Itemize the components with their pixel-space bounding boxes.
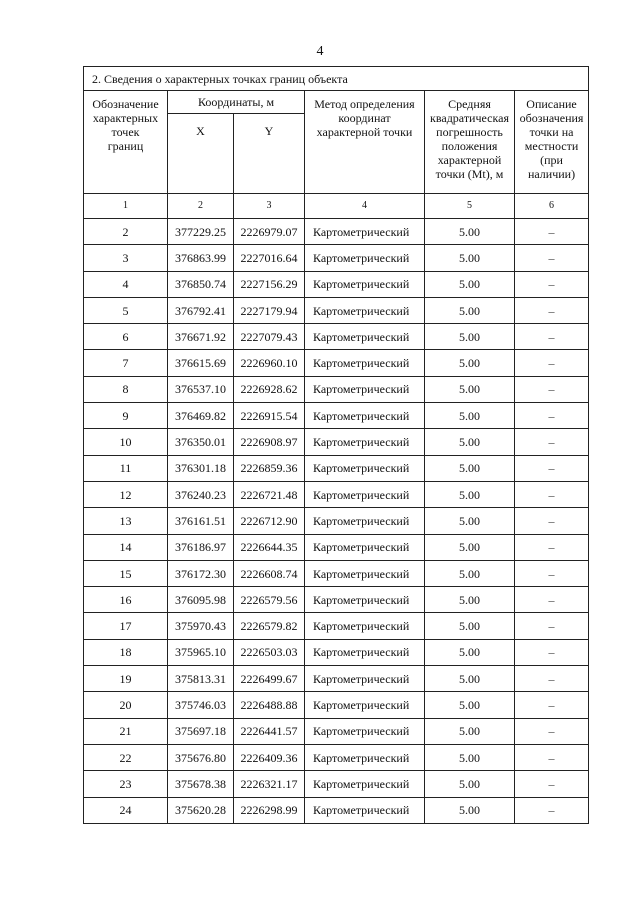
table-row	[84, 350, 589, 376]
x-coordinate-cell: 375697.18	[168, 718, 234, 744]
description-cell: –	[515, 297, 589, 323]
method-cell: Картометрический	[305, 692, 425, 718]
y-coordinate-cell: 2226488.88	[234, 692, 305, 718]
method-cell: Картометрический	[305, 350, 425, 376]
column-number: 2	[168, 194, 234, 219]
accuracy-cell: 5.00	[425, 455, 515, 481]
method-cell: Картометрический	[305, 403, 425, 429]
accuracy-cell: 5.00	[425, 639, 515, 665]
column-number: 4	[305, 194, 425, 219]
header-method: Метод определения координат характерной точки	[305, 91, 425, 194]
accuracy-cell: 5.00	[425, 271, 515, 297]
y-coordinate-cell: 2226608.74	[234, 560, 305, 586]
accuracy-cell: 5.00	[425, 613, 515, 639]
accuracy-cell: 5.00	[425, 771, 515, 797]
x-coordinate-cell: 375813.31	[168, 666, 234, 692]
y-coordinate-cell: 2226859.36	[234, 455, 305, 481]
description-cell: –	[515, 639, 589, 665]
x-coordinate-cell: 376186.97	[168, 534, 234, 560]
y-coordinate-cell: 2226321.17	[234, 771, 305, 797]
table-row	[84, 613, 589, 639]
x-coordinate-cell: 376172.30	[168, 560, 234, 586]
y-coordinate-cell: 2226499.67	[234, 666, 305, 692]
point-number-cell: 3	[84, 245, 168, 271]
y-coordinate-cell: 2226644.35	[234, 534, 305, 560]
x-coordinate-cell: 376469.82	[168, 403, 234, 429]
accuracy-cell: 5.00	[425, 403, 515, 429]
y-coordinate-cell: 2226409.36	[234, 744, 305, 770]
point-number-cell: 10	[84, 429, 168, 455]
table-row	[84, 219, 589, 245]
table-row	[84, 508, 589, 534]
x-coordinate-cell: 376537.10	[168, 376, 234, 402]
point-number-cell: 7	[84, 350, 168, 376]
description-cell: –	[515, 481, 589, 507]
header-designation: Обозначение характерных точек границ	[84, 91, 168, 194]
y-coordinate-cell: 2226441.57	[234, 718, 305, 744]
table-row	[84, 455, 589, 481]
method-cell: Картометрический	[305, 271, 425, 297]
method-cell: Картометрический	[305, 744, 425, 770]
table-row	[84, 692, 589, 718]
description-cell: –	[515, 692, 589, 718]
point-number-cell: 8	[84, 376, 168, 402]
accuracy-cell: 5.00	[425, 534, 515, 560]
method-cell: Картометрический	[305, 376, 425, 402]
description-cell: –	[515, 350, 589, 376]
x-coordinate-cell: 375746.03	[168, 692, 234, 718]
column-number: 6	[515, 194, 589, 219]
description-cell: –	[515, 376, 589, 402]
table-row	[84, 534, 589, 560]
method-cell: Картометрический	[305, 560, 425, 586]
method-cell: Картометрический	[305, 534, 425, 560]
y-coordinate-cell: 2226712.90	[234, 508, 305, 534]
x-coordinate-cell: 375676.80	[168, 744, 234, 770]
table-row	[84, 271, 589, 297]
header-description: Описание обозначения точки на местности (при наличии)	[515, 91, 589, 194]
table-row	[84, 771, 589, 797]
description-cell: –	[515, 666, 589, 692]
x-coordinate-cell: 376671.92	[168, 324, 234, 350]
accuracy-cell: 5.00	[425, 560, 515, 586]
point-number-cell: 19	[84, 666, 168, 692]
description-cell: –	[515, 508, 589, 534]
point-number-cell: 14	[84, 534, 168, 560]
x-coordinate-cell: 376095.98	[168, 587, 234, 613]
column-number: 1	[84, 194, 168, 219]
column-number: 5	[425, 194, 515, 219]
point-number-cell: 16	[84, 587, 168, 613]
method-cell: Картометрический	[305, 455, 425, 481]
accuracy-cell: 5.00	[425, 718, 515, 744]
x-coordinate-cell: 375678.38	[168, 771, 234, 797]
section-title: 2. Сведения о характерных точках границ объекта	[84, 67, 589, 91]
method-cell: Картометрический	[305, 666, 425, 692]
x-coordinate-cell: 376615.69	[168, 350, 234, 376]
point-number-cell: 21	[84, 718, 168, 744]
y-coordinate-cell: 2226915.54	[234, 403, 305, 429]
accuracy-cell: 5.00	[425, 508, 515, 534]
description-cell: –	[515, 718, 589, 744]
table-row	[84, 666, 589, 692]
table-row	[84, 718, 589, 744]
accuracy-cell: 5.00	[425, 219, 515, 245]
y-coordinate-cell: 2227156.29	[234, 271, 305, 297]
description-cell: –	[515, 429, 589, 455]
point-number-cell: 20	[84, 692, 168, 718]
point-number-cell: 6	[84, 324, 168, 350]
method-cell: Картометрический	[305, 771, 425, 797]
method-cell: Картометрический	[305, 639, 425, 665]
y-coordinate-cell: 2226928.62	[234, 376, 305, 402]
accuracy-cell: 5.00	[425, 297, 515, 323]
y-coordinate-cell: 2227016.64	[234, 245, 305, 271]
page-number: 4	[316, 44, 324, 59]
table-row	[84, 376, 589, 402]
accuracy-cell: 5.00	[425, 666, 515, 692]
table-row	[84, 324, 589, 350]
accuracy-cell: 5.00	[425, 744, 515, 770]
point-number-cell: 11	[84, 455, 168, 481]
method-cell: Картометрический	[305, 613, 425, 639]
point-number-cell: 23	[84, 771, 168, 797]
table-body	[84, 219, 589, 824]
x-coordinate-cell: 377229.25	[168, 219, 234, 245]
method-cell: Картометрический	[305, 481, 425, 507]
description-cell: –	[515, 613, 589, 639]
method-cell: Картометрический	[305, 219, 425, 245]
method-cell: Картометрический	[305, 797, 425, 823]
accuracy-cell: 5.00	[425, 376, 515, 402]
point-number-cell: 2	[84, 219, 168, 245]
description-cell: –	[515, 324, 589, 350]
description-cell: –	[515, 271, 589, 297]
point-number-cell: 13	[84, 508, 168, 534]
x-coordinate-cell: 376850.74	[168, 271, 234, 297]
header-x: X	[168, 114, 234, 194]
accuracy-cell: 5.00	[425, 245, 515, 271]
header-coordinates: Координаты, м	[168, 91, 305, 114]
table-row	[84, 245, 589, 271]
method-cell: Картометрический	[305, 297, 425, 323]
column-number: 3	[234, 194, 305, 219]
column-number-row	[84, 194, 589, 219]
header-y: Y	[234, 114, 305, 194]
table-row	[84, 639, 589, 665]
description-cell: –	[515, 560, 589, 586]
y-coordinate-cell: 2226298.99	[234, 797, 305, 823]
method-cell: Картометрический	[305, 587, 425, 613]
y-coordinate-cell: 2226908.97	[234, 429, 305, 455]
description-cell: –	[515, 455, 589, 481]
accuracy-cell: 5.00	[425, 324, 515, 350]
accuracy-cell: 5.00	[425, 587, 515, 613]
description-cell: –	[515, 587, 589, 613]
accuracy-cell: 5.00	[425, 350, 515, 376]
method-cell: Картометрический	[305, 718, 425, 744]
y-coordinate-cell: 2226579.82	[234, 613, 305, 639]
table-row	[84, 403, 589, 429]
point-number-cell: 18	[84, 639, 168, 665]
x-coordinate-cell: 376350.01	[168, 429, 234, 455]
x-coordinate-cell: 376240.23	[168, 481, 234, 507]
point-number-cell: 17	[84, 613, 168, 639]
y-coordinate-cell: 2227179.94	[234, 297, 305, 323]
method-cell: Картометрический	[305, 508, 425, 534]
x-coordinate-cell: 375620.28	[168, 797, 234, 823]
description-cell: –	[515, 245, 589, 271]
x-coordinate-cell: 376161.51	[168, 508, 234, 534]
point-number-cell: 12	[84, 481, 168, 507]
description-cell: –	[515, 219, 589, 245]
accuracy-cell: 5.00	[425, 797, 515, 823]
table-row	[84, 297, 589, 323]
x-coordinate-cell: 375965.10	[168, 639, 234, 665]
y-coordinate-cell: 2226960.10	[234, 350, 305, 376]
header-accuracy: Средняя квадратическая погрешность положения характерной точки (Mt), м	[425, 91, 515, 194]
description-cell: –	[515, 797, 589, 823]
accuracy-cell: 5.00	[425, 481, 515, 507]
x-coordinate-cell: 375970.43	[168, 613, 234, 639]
point-number-cell: 24	[84, 797, 168, 823]
description-cell: –	[515, 534, 589, 560]
method-cell: Картометрический	[305, 429, 425, 455]
table-row	[84, 797, 589, 823]
y-coordinate-cell: 2226579.56	[234, 587, 305, 613]
table-row	[84, 560, 589, 586]
table-row	[84, 744, 589, 770]
boundary-points-table	[83, 66, 589, 824]
method-cell: Картометрический	[305, 245, 425, 271]
method-cell: Картометрический	[305, 324, 425, 350]
y-coordinate-cell: 2226721.48	[234, 481, 305, 507]
table-row	[84, 481, 589, 507]
x-coordinate-cell: 376863.99	[168, 245, 234, 271]
x-coordinate-cell: 376301.18	[168, 455, 234, 481]
x-coordinate-cell: 376792.41	[168, 297, 234, 323]
point-number-cell: 4	[84, 271, 168, 297]
y-coordinate-cell: 2226979.07	[234, 219, 305, 245]
point-number-cell: 9	[84, 403, 168, 429]
y-coordinate-cell: 2227079.43	[234, 324, 305, 350]
description-cell: –	[515, 744, 589, 770]
y-coordinate-cell: 2226503.03	[234, 639, 305, 665]
point-number-cell: 15	[84, 560, 168, 586]
accuracy-cell: 5.00	[425, 692, 515, 718]
point-number-cell: 5	[84, 297, 168, 323]
description-cell: –	[515, 403, 589, 429]
point-number-cell: 22	[84, 744, 168, 770]
accuracy-cell: 5.00	[425, 429, 515, 455]
table-row	[84, 429, 589, 455]
description-cell: –	[515, 771, 589, 797]
table-row	[84, 587, 589, 613]
